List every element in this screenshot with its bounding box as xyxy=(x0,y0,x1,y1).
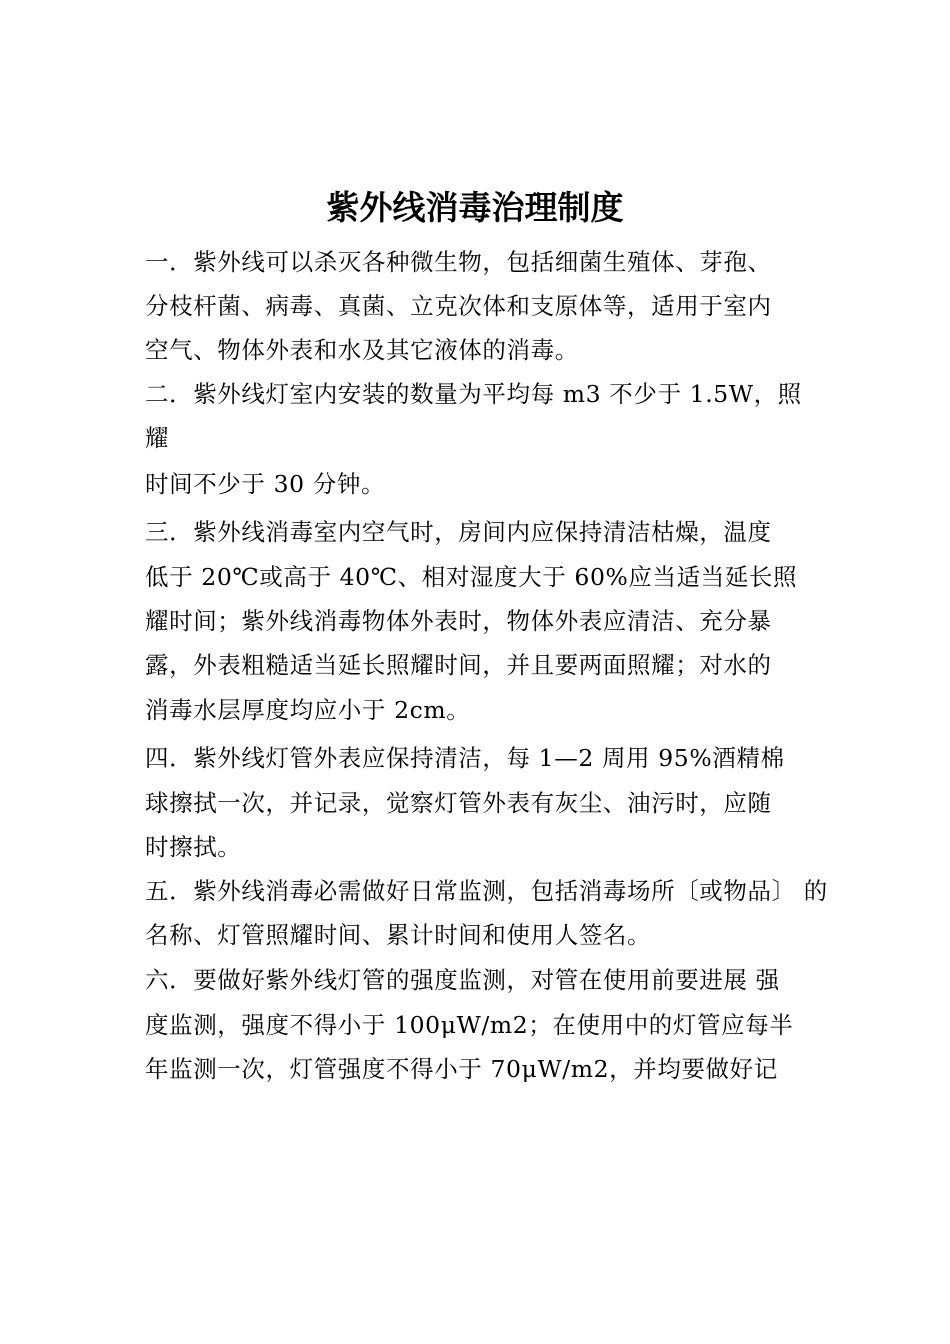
text-line: 空气、物体外表和水及其它液体的消毒。 xyxy=(145,336,579,364)
text-line: 名称、灯管照耀时间、累计时间和使用人签名。 xyxy=(145,921,652,949)
text-line: 消毒水层厚度均应小于 2cm。 xyxy=(145,696,471,724)
text-line: 四．紫外线灯管外表应保持清洁，每 1—2 周用 95%酒精棉 xyxy=(145,744,785,772)
text-line: 分枝杆菌、病毒、真菌、立克次体和支原体等，适用于室内 xyxy=(145,292,772,320)
text-line: 二．紫外线灯室内安装的数量为平均每 m3 不少于 1.5W，照 xyxy=(145,380,802,408)
text-line: 露，外表粗糙适当延长照耀时间，并且要两面照耀；对水的 xyxy=(145,651,772,679)
text-line: 耀时间；紫外线消毒物体外表时，物体外表应清洁、充分暴 xyxy=(145,607,772,635)
text-line: 三．紫外线消毒室内空气时，房间内应保持清洁枯燥，温度 xyxy=(145,518,772,546)
text-line: 时擦拭。 xyxy=(145,833,242,861)
text-line: 六．要做好紫外线灯管的强度监测，对管在使用前要进展 强 xyxy=(145,966,780,994)
text-line: 球擦拭一次，并记录，觉察灯管外表有灰尘、油污时，应随 xyxy=(145,789,772,817)
text-line: 时间不少于 30 分钟。 xyxy=(145,470,386,498)
text-line: 五．紫外线消毒必需做好日常监测，包括消毒场所〔或物品〕 的 xyxy=(145,877,828,905)
text-line: 一．紫外线可以杀灭各种微生物，包括细菌生殖体、芽孢、 xyxy=(145,248,772,276)
text-line: 低于 20℃或高于 40℃、相对湿度大于 60%应当适当延长照 xyxy=(145,563,798,591)
text-line: 度监测，强度不得小于 100μW/m2；在使用中的灯管应每半 xyxy=(145,1011,794,1039)
document-title: 紫外线消毒治理制度 xyxy=(326,188,624,227)
text-line: 年监测一次，灯管强度不得小于 70μW/m2，并均要做好记 xyxy=(145,1055,778,1083)
text-line: 耀 xyxy=(145,424,170,452)
